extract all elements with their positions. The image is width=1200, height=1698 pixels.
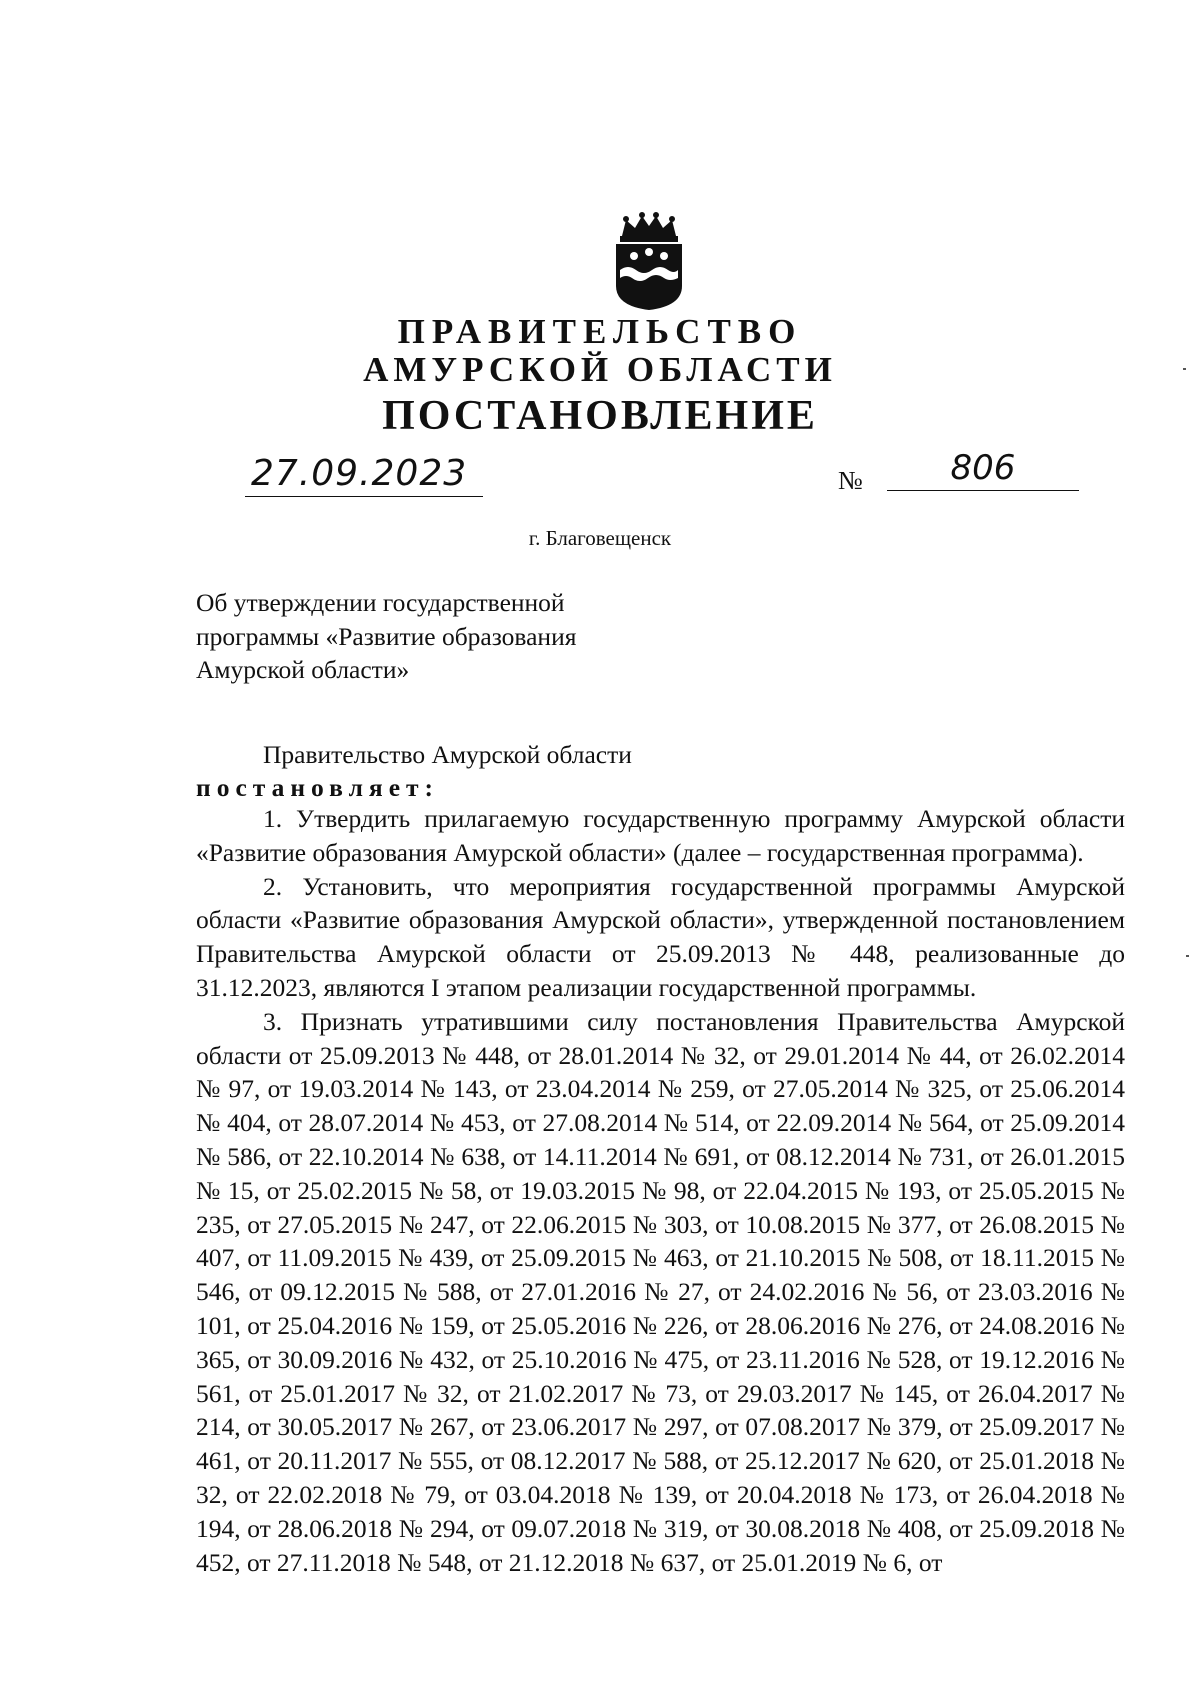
- document-date: 27.09.2023: [245, 452, 483, 497]
- scan-speck: [1186, 955, 1189, 957]
- paragraph-1: 1. Утвердить прилагаемую государственную программу Амурской области «Развитие образования Амурской области» (далее – государственная программа).: [196, 804, 1125, 867]
- document-title: Об утверждении государственной программы «Развитие образования Амурской области»: [196, 588, 577, 684]
- coat-of-arms-icon: [608, 212, 690, 312]
- document-number: 806: [887, 446, 1079, 491]
- paragraph-2: 2. Установить, что мероприятия государственной программы Амурской области «Развитие образования Амурской области», утвержденной постановлением Правительства Амурской области от 25.09.2013 № 448, реализованные до 31.12.2023, являются I этапом реализации государственной программы.: [196, 871, 1125, 1002]
- number-label: №: [838, 466, 863, 495]
- issue-city: г. Благовещенск: [528, 526, 672, 550]
- preamble-subject: Правительство Амурской области: [263, 740, 632, 769]
- document-body: [196, 802, 1125, 1579]
- organization-region: АМУРСКОЙ ОБЛАСТИ: [363, 350, 837, 389]
- scan-speck: [1183, 368, 1186, 370]
- document-type: ПОСТАНОВЛЕНИЕ: [382, 393, 818, 439]
- preamble-verb: постановляет:: [196, 773, 440, 802]
- paragraph-3: 3. Признать утратившими силу постановления Правительства Амурской области от 25.09.2013 № 448, от 28.01.2014 № 32, от 29.01.2014 № 44, от 26.02.2014 № 97, от 19.03.2014 № 143, от 23.04.2014 № 259, от 27.05.2014 № 325, от 25.06.2014 № 404, от 28.07.2014 № 453, от 27.08.2014 № 514, от 22.09.2014 № 564, от 25.09.2014 № 586, от 22.10.2014 № 638, от 14.11.2014 № 691, от 08.12.2014 № 731, от 26.01.2015 № 15, от 25.02.2015 № 58, от 19.03.2015 № 98, от 22.04.2015 № 193, от 25.05.2015 № 235, от 27.05.2015 № 247, от 22.06.2015 № 303, от 10.08.2015 № 377, от 26.08.2015 № 407, от 11.09.2015 № 439, от 25.09.2015 № 463, от 21.10.2015 № 508, от 18.11.2015 № 546, от 09.12.2015 № 588, от 27.01.2016 № 27, от 24.02.2016 № 56, от 23.03.2016 № 101, от 25.04.2016 № 159, от 25.05.2016 № 226, от 28.06.2016 № 276, от 24.08.2016 № 365, от 30.09.2016 № 432, от 25.10.2016 № 475, от 23.11.2016 № 528, от 19.12.2016 № 561, от 25.01.2017 № 32, от 21.02.2017 № 73, от 29.03.2017 № 145, от 26.04.2017 № 214, от 30.05.2017 № 267, от 23.06.2017 № 297, от 07.08.2017 № 379, от 25.09.2017 № 461, от 20.11.2017 № 555, от 08.12.2017 № 588, от 25.12.2017 № 620, от 25.01.2018 № 32, от 22.02.2018 № 79, от 03.04.2018 № 139, от 20.04.2018 № 173, от 26.04.2018 № 194, от 28.06.2018 № 294, от 09.07.2018 № 319, от 30.08.2018 № 408, от 25.09.2018 № 452, от 27.11.2018 № 548, от 21.12.2018 № 637, от 25.01.2019 № 6, от: [196, 1006, 1125, 1577]
- organization-name: ПРАВИТЕЛЬСТВО: [397, 312, 803, 351]
